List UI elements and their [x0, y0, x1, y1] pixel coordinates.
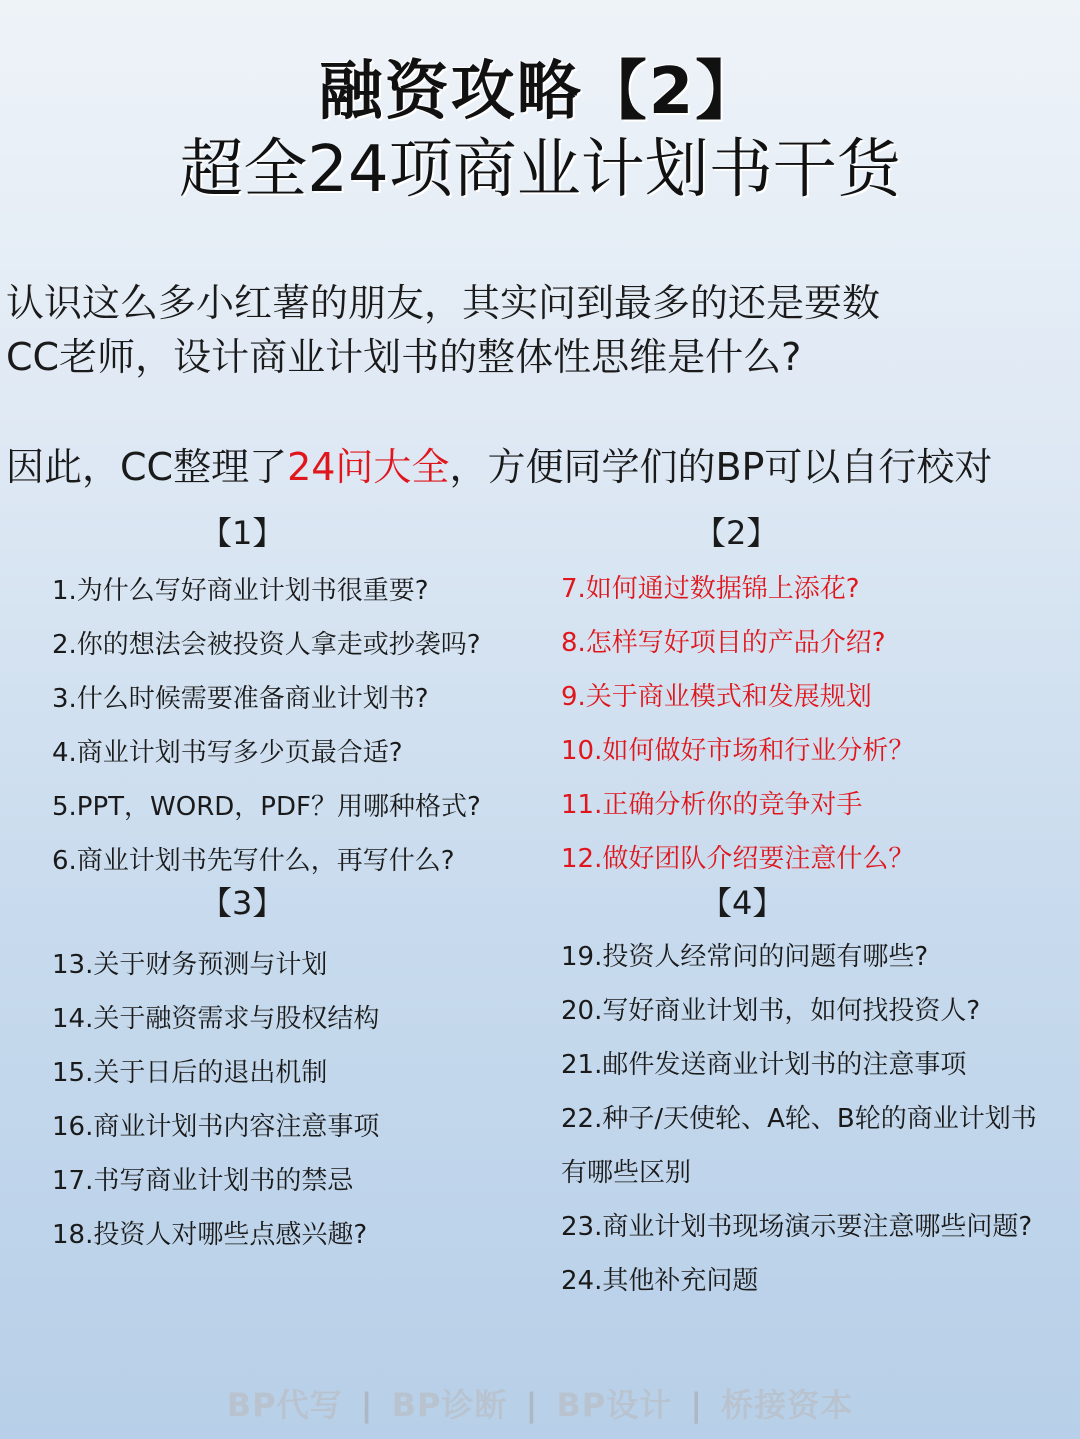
footer-item: BP代写 — [226, 1386, 343, 1424]
page-title: 融资攻略【2】 — [318, 55, 762, 129]
list-item: 9.关于商业模式和发展规划 — [561, 682, 872, 712]
footer-separator: | — [525, 1386, 539, 1424]
list-item: 21.邮件发送商业计划书的注意事项 — [561, 1050, 967, 1080]
intro-line-3-suffix: ，方便同学们的BP可以自行校对 — [449, 445, 993, 489]
list-item: 23.商业计划书现场演示要注意哪些问题? — [561, 1212, 1033, 1242]
section-3-heading: 【3】 — [200, 884, 285, 922]
intro-line-3 — [6, 436, 992, 491]
list-item: 2.你的想法会被投资人拿走或抄袭吗? — [52, 630, 481, 660]
intro-line-1: 认识这么多小红薯的朋友，其实问到最多的还是要数 — [6, 281, 881, 325]
footer-item: 桥接资本 — [721, 1386, 854, 1424]
footer-separator: | — [690, 1386, 704, 1424]
list-item: 15.关于日后的退出机制 — [52, 1058, 328, 1088]
section-4-heading: 【4】 — [700, 884, 785, 922]
list-item: 7.如何通过数据锦上添花? — [561, 574, 860, 604]
list-item: 17.书写商业计划书的禁忌 — [52, 1166, 354, 1196]
section-2-heading: 【2】 — [694, 514, 779, 552]
list-item: 13.关于财务预测与计划 — [52, 950, 328, 980]
list-item: 3.什么时候需要准备商业计划书? — [52, 684, 429, 714]
list-item: 1.为什么写好商业计划书很重要? — [52, 576, 429, 606]
list-item: 16.商业计划书内容注意事项 — [52, 1112, 380, 1142]
list-item: 4.商业计划书写多少页最合适? — [52, 738, 403, 768]
intro-line-3-prefix: 因此，CC整理了 — [6, 445, 288, 489]
list-item: 5.PPT，WORD，PDF？用哪种格式? — [52, 792, 481, 822]
list-item: 14.关于融资需求与股权结构 — [52, 1004, 380, 1034]
footer-item: BP诊断 — [391, 1386, 508, 1424]
list-item: 12.做好团队介绍要注意什么？ — [561, 844, 915, 874]
footer-separator: | — [360, 1386, 374, 1424]
footer-services — [0, 1380, 1080, 1426]
list-item: 20.写好商业计划书，如何找投资人? — [561, 996, 981, 1026]
list-item: 24.其他补充问题 — [561, 1266, 759, 1296]
footer-item: BP设计 — [556, 1386, 673, 1424]
list-item: 8.怎样写好项目的产品介绍? — [561, 628, 886, 658]
list-item: 有哪些区别 — [561, 1158, 692, 1188]
section-1-heading: 【1】 — [200, 514, 285, 552]
intro-highlight: 24问大全 — [287, 445, 450, 489]
list-item: 18.投资人对哪些点感兴趣? — [52, 1220, 368, 1250]
list-item: 19.投资人经常问的问题有哪些? — [561, 942, 929, 972]
list-item: 10.如何做好市场和行业分析？ — [561, 736, 915, 766]
list-item: 22.种子/天使轮、A轮、B轮的商业计划书 — [561, 1104, 1037, 1134]
list-item: 6.商业计划书先写什么，再写什么? — [52, 846, 455, 876]
list-item: 11.正确分析你的竞争对手 — [561, 790, 863, 820]
page-subtitle: 超全24项商业计划书干货 — [179, 133, 901, 207]
intro-line-2: CC老师，设计商业计划书的整体性思维是什么? — [6, 335, 802, 379]
